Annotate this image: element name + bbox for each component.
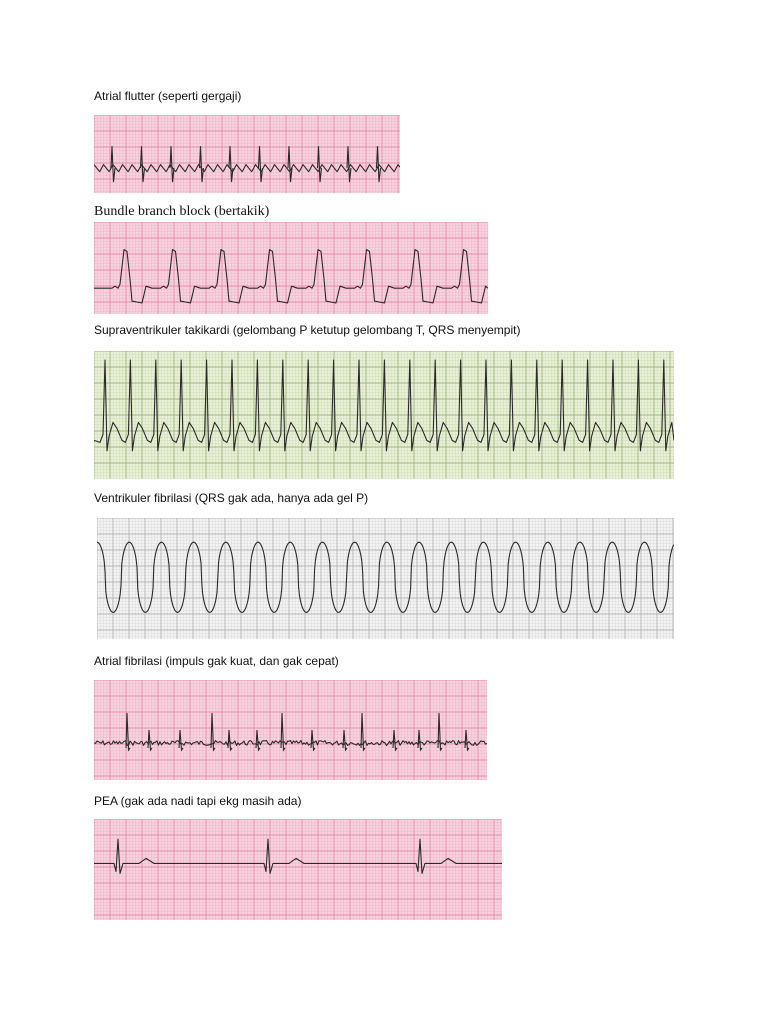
ecg-strip-atrial-flutter [94,115,400,193]
ecg-strip-ventricular-fibrillation [97,518,674,639]
section-label-svt: Supraventrikuler takikardi (gelombang P ketutup gelombang T, QRS menyempit) [94,323,521,337]
ecg-grid-svg [94,115,400,193]
section-label-pea: PEA (gak ada nadi tapi ekg masih ada) [94,794,302,808]
ecg-grid-svg [94,819,502,920]
section-label-bundle-branch-block: Bundle branch block (bertakik) [94,204,270,219]
section-label-atrial-fibrillation: Atrial fibrilasi (impuls gak kuat, dan gak cepat) [94,654,339,668]
ecg-grid-svg [94,680,487,780]
ecg-strip-svt [94,351,674,479]
ecg-grid-svg [97,518,674,639]
section-label-atrial-flutter: Atrial flutter (seperti gergaji) [94,89,242,103]
ecg-strip-atrial-fibrillation [94,680,487,780]
ecg-grid-svg [94,222,488,314]
section-label-ventricular-fibrillation: Ventrikuler fibrilasi (QRS gak ada, hanya ada gel P) [94,491,369,505]
ecg-strip-pea [94,819,502,920]
ecg-grid-svg [94,351,674,479]
ecg-strip-bundle-branch-block [94,222,488,314]
